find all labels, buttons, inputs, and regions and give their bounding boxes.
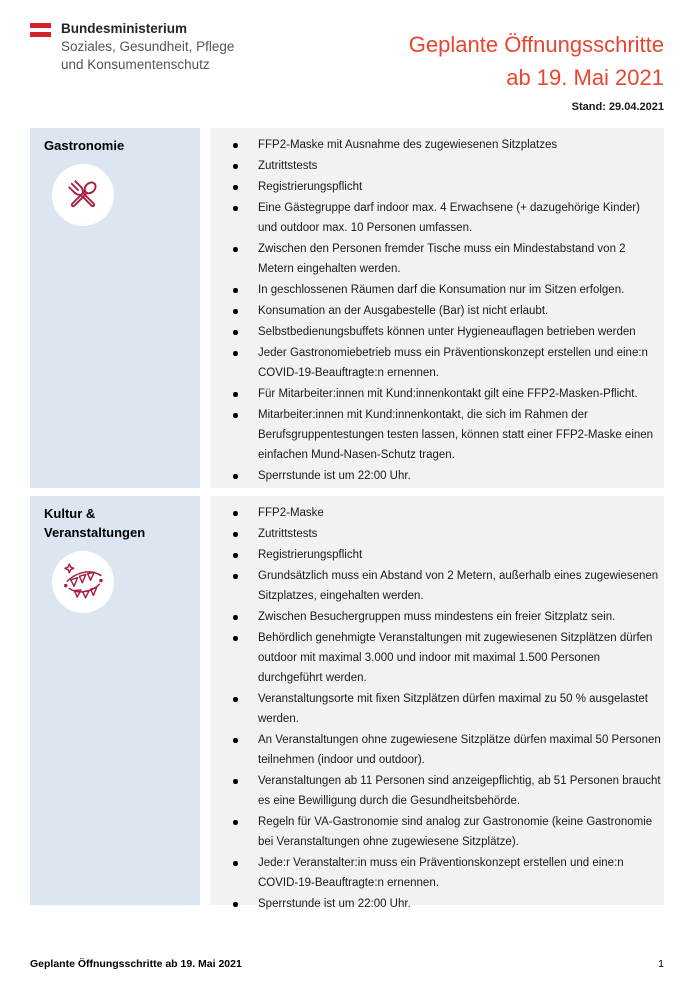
bullet-item: Sperrstunde ist um 22:00 Uhr. xyxy=(210,894,662,914)
section-icon-circle xyxy=(52,164,114,226)
garland-icon xyxy=(60,559,106,605)
bullet-item: An Veranstaltungen ohne zugewiesene Sitzplätze dürfen maximal 50 Personen teilnehmen (indoor und outdoor). xyxy=(210,730,662,770)
document-title-line2: ab 19. Mai 2021 xyxy=(506,65,664,90)
bullet-item: In geschlossenen Räumen darf die Konsumation nur im Sitzen erfolgen. xyxy=(210,280,662,300)
fork-spoon-icon xyxy=(60,172,106,218)
section-sidebar xyxy=(30,496,200,905)
page-footer xyxy=(30,958,664,970)
ministry-department-line2: und Konsumentenschutz xyxy=(61,57,210,72)
section-content xyxy=(210,496,664,910)
bullet-item: Jede:r Veranstalter:in muss ein Präventionskonzept erstellen und eine:n COVID-19-Beauftragte:n ernennen. xyxy=(210,853,662,893)
bullet-item: Für Mitarbeiter:innen mit Kund:innenkontakt gilt eine FFP2-Masken-Pflicht. xyxy=(210,384,662,404)
footer-title: Geplante Öffnungsschritte ab 19. Mai 2021 xyxy=(30,958,242,970)
ministry-logo-text xyxy=(61,20,234,74)
bullet-item: Selbstbedienungsbuffets können unter Hygieneauflagen betrieben werden xyxy=(210,322,662,342)
sections-container xyxy=(30,128,664,913)
bullet-item: Jeder Gastronomiebetrieb muss ein Präventionskonzept erstellen und eine:n COVID-19-Beauftragte:n ernennen. xyxy=(210,343,662,383)
section-row xyxy=(30,496,664,910)
bullet-item: Zwischen Besuchergruppen muss mindestens ein freier Sitzplatz sein. xyxy=(210,607,662,627)
bullet-item: FFP2-Maske mit Ausnahme des zugewiesenen Sitzplatzes xyxy=(210,135,662,155)
bullet-item: Sperrstunde ist um 22:00 Uhr. xyxy=(210,466,662,486)
bullet-item: FFP2-Maske xyxy=(210,503,662,523)
bullet-item: Grundsätzlich muss ein Abstand von 2 Metern, außerhalb eines zugewiesenen Sitzplatzes, eingehalten werden. xyxy=(210,566,662,606)
bullet-item: Zwischen den Personen fremder Tische muss ein Mindestabstand von 2 Metern eingehalten werden. xyxy=(210,239,662,279)
bullet-item: Regeln für VA-Gastronomie sind analog zur Gastronomie (keine Gastronomie bei Veranstaltungen ohne zugewiesene Sitzplätze). xyxy=(210,812,662,852)
section-icon-circle xyxy=(52,551,114,613)
bullet-item: Konsumation an der Ausgabestelle (Bar) ist nicht erlaubt. xyxy=(210,301,662,321)
document-date-status: Stand: 29.04.2021 xyxy=(571,101,664,113)
austria-flag-icon xyxy=(30,23,51,37)
bullet-list xyxy=(210,496,664,914)
section-title: Gastronomie xyxy=(44,138,125,153)
bullet-item: Veranstaltungsorte mit fixen Sitzplätzen dürfen maximal zu 50 % ausgelastet werden. xyxy=(210,689,662,729)
section-content xyxy=(210,128,664,488)
bullet-item: Mitarbeiter:innen mit Kund:innenkontakt, die sich im Rahmen der Berufsgruppentestungen testen lassen, können statt einer FFP2-Maske einen einfachen Mund-Nasen-Schutz tragen. xyxy=(210,405,662,465)
ministry-name: Bundesministerium xyxy=(61,21,188,36)
bullet-item: Registrierungspflicht xyxy=(210,177,662,197)
bullet-item: Zutrittstests xyxy=(210,524,662,544)
bullet-item: Zutrittstests xyxy=(210,156,662,176)
section-row xyxy=(30,128,664,488)
document-title-line1: Geplante Öffnungsschritte xyxy=(408,32,664,57)
ministry-logo xyxy=(30,20,234,74)
document-title-block xyxy=(409,28,664,113)
section-title: Kultur & Veranstaltungen xyxy=(44,506,146,540)
bullet-item: Veranstaltungen ab 11 Personen sind anzeigepflichtig, ab 51 Personen braucht es eine Bewilligung durch die Gesundheitsbehörde. xyxy=(210,771,662,811)
section-sidebar xyxy=(30,128,200,488)
ministry-department-line1: Soziales, Gesundheit, Pflege xyxy=(61,39,235,54)
bullet-item: Behördlich genehmigte Veranstaltungen mit zugewiesenen Sitzplätzen dürfen outdoor mit maximal 3.000 und indoor mit maximal 1.500 Personen durchgeführt werden. xyxy=(210,628,662,688)
footer-page-number: 1 xyxy=(658,958,664,970)
bullet-item: Eine Gästegruppe darf indoor max. 4 Erwachsene (+ dazugehörige Kinder) und outdoor max. 10 Personen umfassen. xyxy=(210,198,662,238)
bullet-item: Registrierungspflicht xyxy=(210,545,662,565)
bullet-list xyxy=(210,128,664,486)
